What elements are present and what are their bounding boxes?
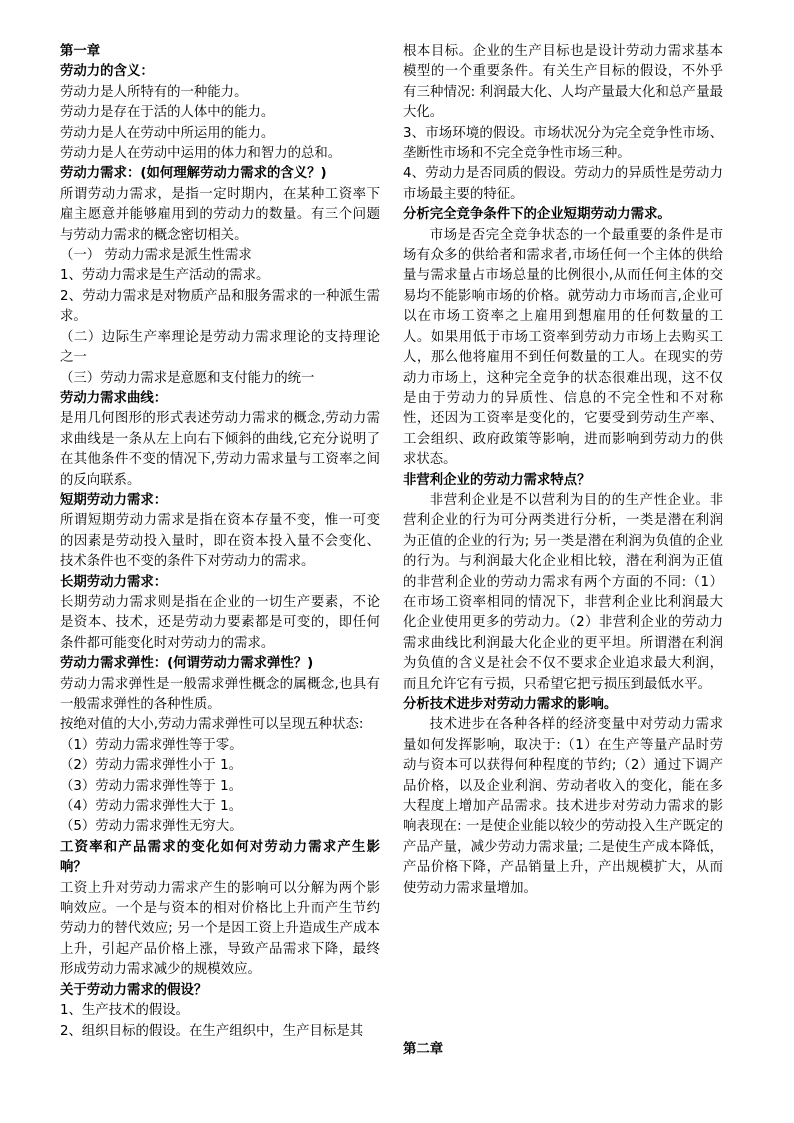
section-heading: 劳动力需求曲线： [60,390,168,406]
body-paragraph: 按绝对值的大小,劳动力需求弹性可以呈现五种状态: [60,717,364,733]
body-paragraph: 所谓劳动力需求，是指一定时期内，在某种工资率下雇主愿意并能够雇用到的劳动力的数量。有三个问题与劳动力需求的概念密切相关。 [60,186,380,243]
body-paragraph: 工资上升对劳动力需求产生的影响可以分解为两个影响效应。一个是与资本的相对价格比上升而产生节约劳动力的替代效应; 另一个是因工资上升造成生产成本上升，引起产品价格上涨，导致产品需求下降，最终形成劳动力需求减少的规模效应。 [60,880,380,978]
body-paragraph: （1）劳动力需求弹性等于零。 [60,737,243,753]
body-paragraph: （三）劳动力需求是意愿和支付能力的统一 [60,370,315,386]
chapter-two-heading: 第二章 [403,1042,444,1057]
body-paragraph: 根本目标。企业的生产目标也是设计劳动力需求基本模型的一个重要条件。有关生产目标的假设，不外乎有三种情况: 利润最大化、人均产量最大化和总产量最大化。 [403,44,723,121]
body-paragraph: 非营利企业是不以营利为目的的生产性企业。非营利企业的行为可分两类进行分析，一类是潜在利润为正值的企业的行为; 另一类是潜在利润为负值的企业的行为。与利润最大化企业相比较，潜在利润为正值的非营利企业的劳动力需求有两个方面的不同:（1）在市场工资率相同的情况下，非营利企业比利润最大化企业使用更多的劳动力。（2）非营利企业的劳动力需求曲线比利润最大化企业的更平坦。所谓潜在利润为负值的含义是社会不仅不要求企业追求最大利润，而且允许它有亏损，只希望它把亏损压到最低水平。 [403,492,723,692]
body-paragraph: 劳动力是人在劳动中所运用的能力。 [60,125,275,141]
section-heading: 分析技术进步对劳动力需求的影响。 [403,697,618,712]
body-paragraph: （二）边际生产率理论是劳动力需求理论的支持理论之一 [60,329,380,366]
body-paragraph: （5）劳动力需求弹性无穷大。 [60,819,243,835]
body-paragraph: 2、组织目标的假设。在生产组织中，生产目标是其 [60,1023,364,1039]
body-paragraph: 所谓短期劳动力需求是指在资本存量不变，惟一可变的因素是劳动投入量时，即在资本投入量不会变化、技术条件也不变的条件下对劳动力的需求。 [60,513,380,570]
section-heading: 长期劳动力需求： [60,574,168,590]
body-paragraph: 1、劳动力需求是生产活动的需求。 [60,268,270,284]
section-heading: 分析完全竞争条件下的企业短期劳动力需求。 [403,207,671,223]
body-paragraph: 是用几何图形的形式表述劳动力需求的概念,劳动力需求曲线是一条从左上向右下倾斜的曲线,它充分说明了在其他条件不变的情况下,劳动力需求量与工资率之间的反向联系。 [60,411,380,488]
section-heading: 劳动力需求：(如何理解劳动力需求的含义？) [60,166,327,182]
section-heading: 劳动力的含义： [60,64,154,80]
body-paragraph: 3、市场环境的假设。市场状况分为完全竞争性市场、垄断性市场和不完全竞争性市场三种。 [403,125,723,162]
body-paragraph: （4）劳动力需求弹性大于 1。 [60,799,242,815]
body-paragraph: 1、生产技术的假设。 [60,1003,190,1019]
left-column [60,42,380,1042]
body-paragraph: 市场是否完全竞争状态的一个最重要的条件是市场有众多的供给者和需求者,市场任何一个主体的供给量与需求量占市场总量的比例很小,从而任何主体的交易均不能影响市场的价格。就劳动力市场而言,企业可以在市场工资率之上雇用到想雇用的任何数量的工人。如果用低于市场工资率到劳动力市场上去购买工人，那么他将雇用不到任何数量的工人。在现实的劳动力市场上，这种完全竞争的状态很难出现，这不仅是由于劳动力的异质性、信息的不完全性和不对称性，还因为工资率是变化的，它要受到劳动生产率、工会组织、政府政策等影响，进而影响到劳动力的供求状态。 [403,227,723,468]
section-heading: 劳动力需求弹性：(何谓劳动力需求弹性？) [60,656,314,672]
body-paragraph: 劳动力是人所特有的一种能力。 [60,84,248,100]
body-paragraph: 长期劳动力需求则是指在企业的一切生产要素，不论是资本、技术，还是劳动力要素都是可变的，即任何条件都可能变化时对劳动力的需求。 [60,594,380,651]
body-paragraph: 劳动力需求弹性是一般需求弹性概念的属概念,也具有一般需求弹性的各种性质。 [60,676,380,712]
section-heading: 关于劳动力需求的假设？ [60,982,208,998]
section-heading: 非营利企业的劳动力需求特点？ [403,472,591,488]
body-paragraph: 2、劳动力需求是对物质产品和服务需求的一种派生需求。 [60,288,380,325]
section-heading: 短期劳动力需求： [60,492,168,508]
body-paragraph: 劳动力是存在于活的人体中的能力。 [60,105,275,121]
right-column [403,42,723,899]
body-paragraph: 4、劳动力是否同质的假设。劳动力的异质性是劳动力市场最主要的特征。 [403,166,723,202]
body-paragraph: （一） 劳动力需求是派生性需求 [60,248,252,264]
body-paragraph: （3）劳动力需求弹性等于 1。 [60,778,242,794]
section-heading: 工资率和产品需求的变化如何对劳动力需求产生影响？ [60,839,380,876]
body-paragraph: （2）劳动力需求弹性小于 1。 [60,758,242,774]
body-paragraph: 技术进步在各种各样的经济变量中对劳动力需求量如何发挥影响，取决于:（1）在生产等量产品时劳动与资本可以获得何种程度的节约;（2）通过下调产品价格，以及企业利润、劳动者收入的变化，能在多大程度上增加产品需求。技术进步对劳动力需求的影响表现在: 一是使企业能以较少的劳动投入生产既定的产品产量，减少劳动力需求量; 二是使生产成本降低，产品价格下降，产品销量上升，产出规模扩大，从而使劳动力需求量增加。 [403,717,723,896]
body-paragraph: 劳动力是人在劳动中运用的体力和智力的总和。 [60,146,342,162]
section-heading: 第一章 [60,44,101,59]
